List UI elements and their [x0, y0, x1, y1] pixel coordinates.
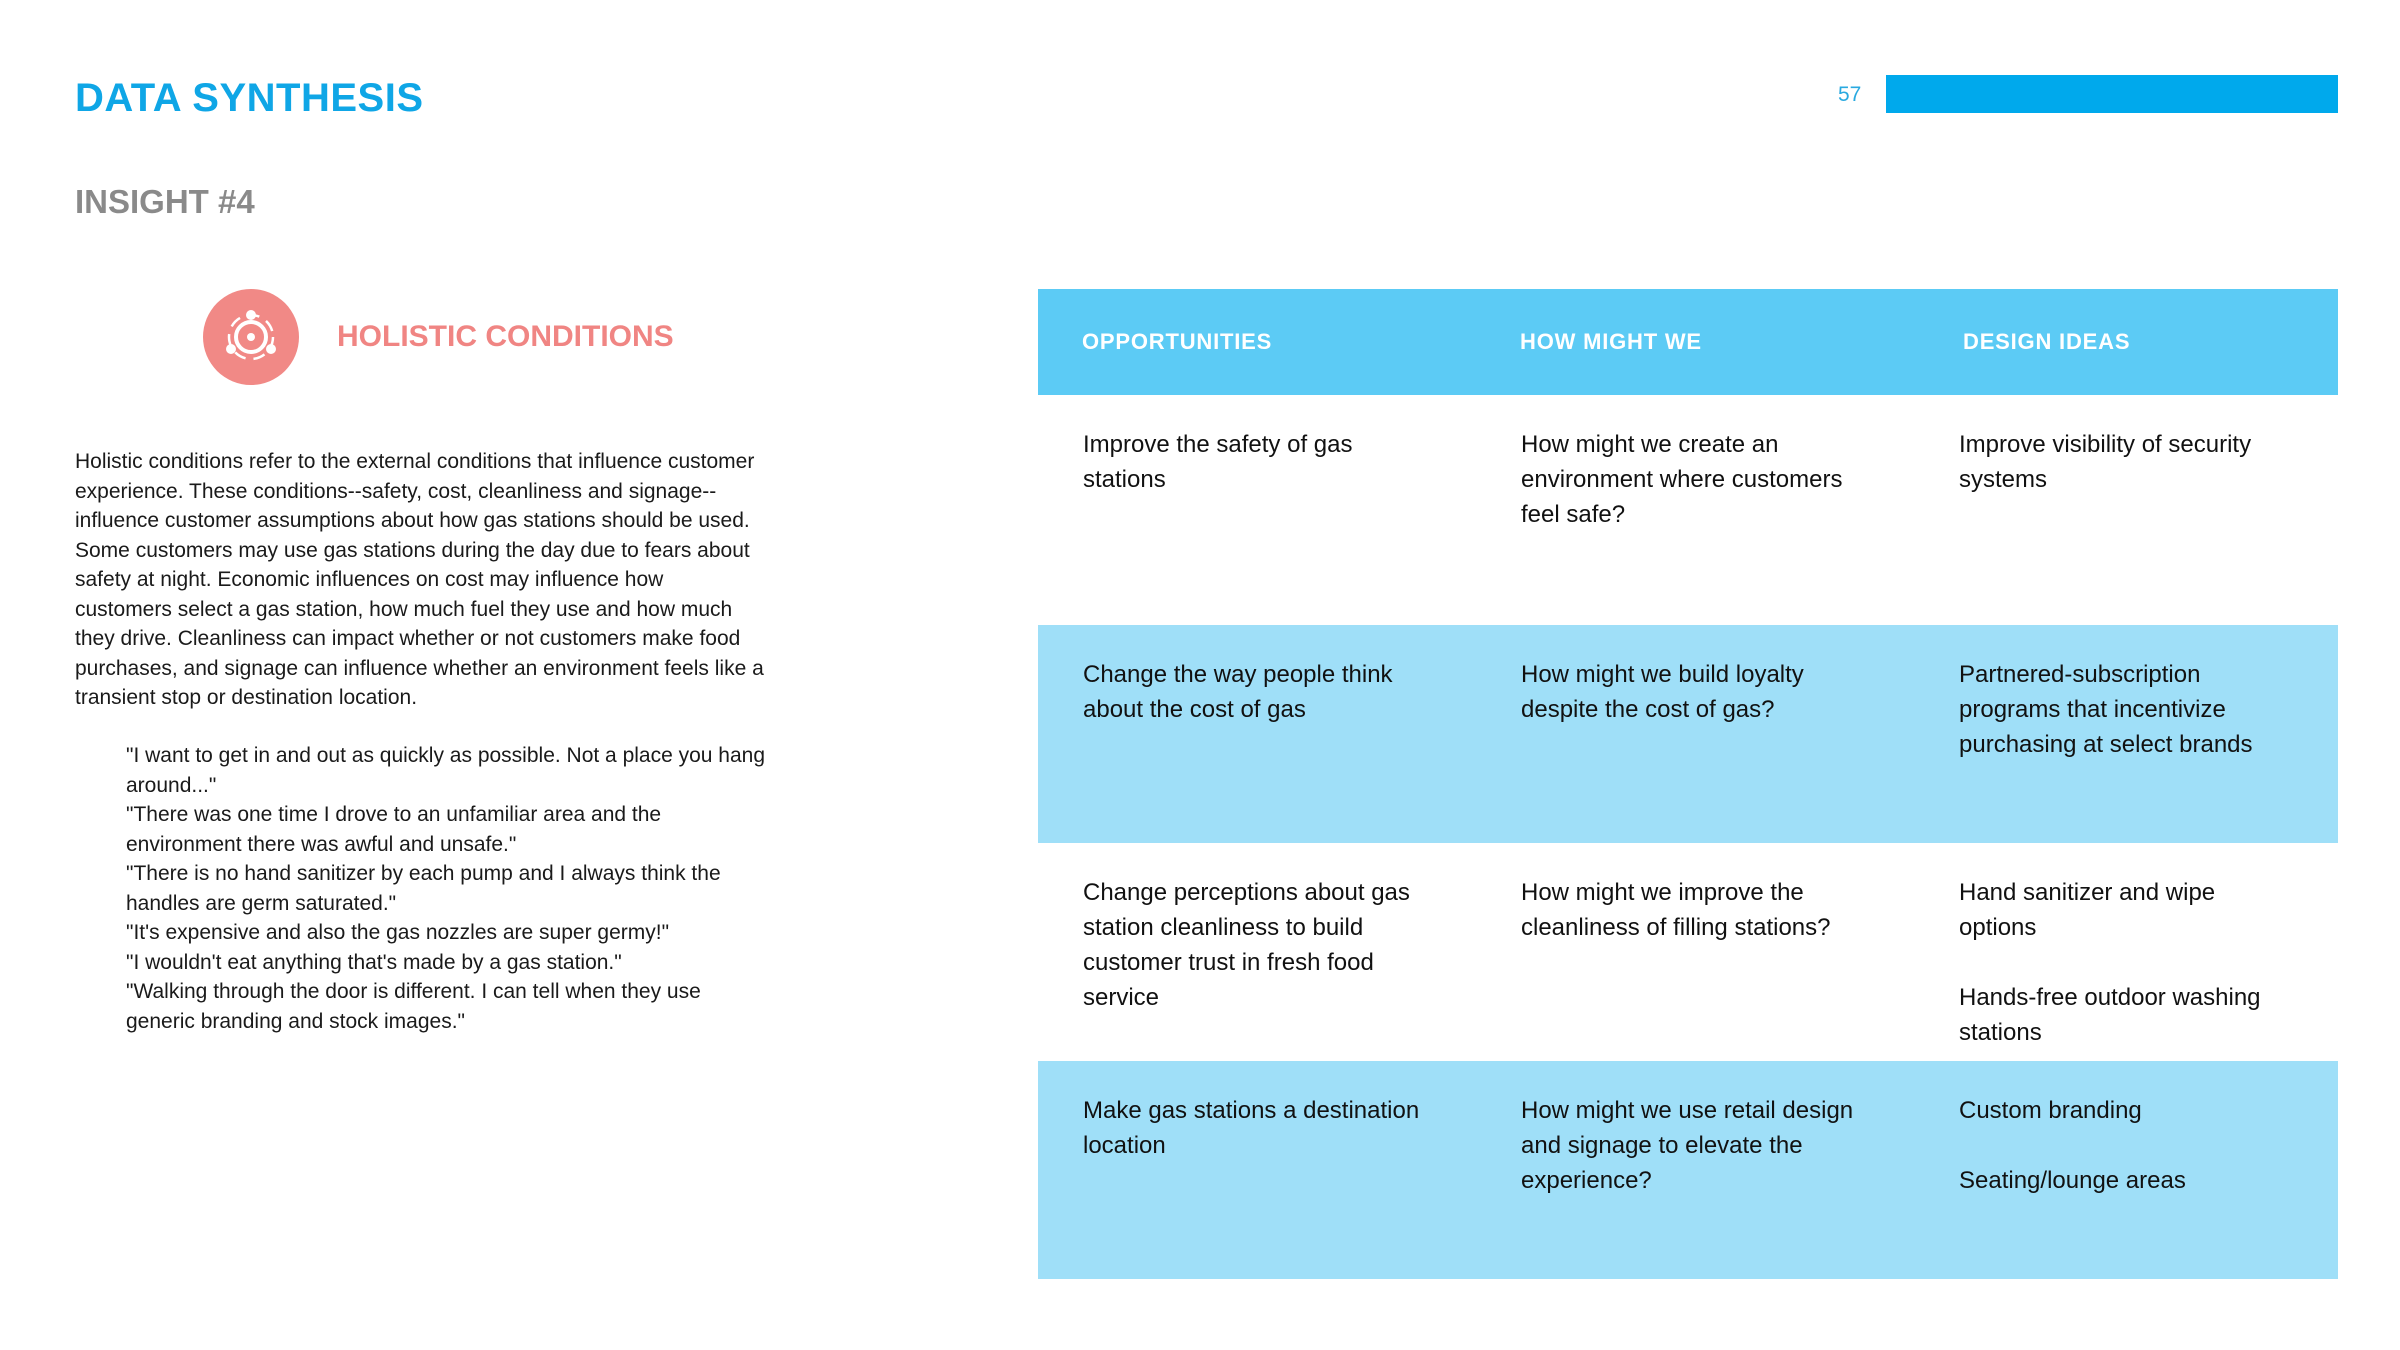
- header-opportunities: OPPORTUNITIES: [1082, 329, 1273, 354]
- design-idea: Partnered-subscription programs that incentivize purchasing at select brands: [1959, 661, 2253, 758]
- quote: "There was one time I drove to an unfamiliar area and the environment there was awful and unsafe.": [126, 803, 662, 856]
- page-title: DATA SYNTHESIS: [75, 76, 424, 120]
- quote: "I wouldn't eat anything that's made by a gas station.": [126, 950, 622, 974]
- design-ideas-cell: [1959, 657, 2299, 762]
- how-might-we-cell: How might we improve the cleanliness of filling stations?: [1521, 879, 1831, 941]
- opportunity-cell: Improve the safety of gas stations: [1083, 431, 1353, 493]
- network-icon: [203, 289, 299, 385]
- design-ideas-cell: [1959, 427, 2299, 497]
- description-text: Holistic conditions refer to the external conditions that influence customer experience. These conditions--safety, cost, cleanliness and signage--influence customer assumptions about how gas stations should be used. Some customers may use gas stations during the day due to fears about safety at night. Economic influences on cost may influence how customers select a gas station, how much fuel they use and how much they drive. Cleanliness can impact whether or not customers make food purchases, and signage can influence whether an environment feels like a transient stop or destination location.: [75, 450, 764, 709]
- table-row: [1038, 395, 2338, 625]
- opportunity-cell: Make gas stations a destination location: [1083, 1097, 1420, 1159]
- opportunity-cell: Change perceptions about gas station cleanliness to build customer trust in fresh food service: [1083, 879, 1410, 1011]
- table-row: [1038, 625, 2338, 843]
- table-header: [1038, 289, 2338, 395]
- design-ideas-cell: [1959, 1093, 2299, 1198]
- design-idea: Seating/lounge areas: [1959, 1167, 2186, 1194]
- design-ideas-cell: [1959, 875, 2299, 1050]
- quote: "There is no hand sanitizer by each pump and I always think the handles are germ saturated.": [126, 862, 721, 915]
- table-row: [1038, 1061, 2338, 1279]
- header-design-ideas: DESIGN IDEAS: [1963, 329, 2131, 354]
- header-how-might-we: HOW MIGHT WE: [1520, 329, 1702, 354]
- design-idea: Hands-free outdoor washing stations: [1959, 984, 2261, 1046]
- design-idea: Custom branding: [1959, 1097, 2142, 1124]
- design-idea: Hand sanitizer and wipe options: [1959, 879, 2216, 941]
- category-title: HOLISTIC CONDITIONS: [337, 320, 674, 353]
- synthesis-table: [1038, 289, 2338, 1279]
- table-row: [1038, 843, 2338, 1061]
- how-might-we-cell: How might we build loyalty despite the cost of gas?: [1521, 661, 1804, 723]
- quote: "I want to get in and out as quickly as possible. Not a place you hang around...": [126, 744, 766, 797]
- insight-label: INSIGHT #4: [75, 183, 255, 220]
- quotes-list: [126, 741, 766, 1036]
- quote: "Walking through the door is different. I can tell when they use generic branding and stock images.": [126, 980, 701, 1033]
- accent-bar: [1886, 75, 2338, 113]
- quote: "It's expensive and also the gas nozzles are super germy!": [126, 921, 670, 944]
- design-idea: Improve visibility of security systems: [1959, 431, 2252, 493]
- page-number: 57: [1838, 83, 1862, 106]
- opportunity-cell: Change the way people think about the cost of gas: [1083, 661, 1393, 723]
- how-might-we-cell: How might we use retail design and signage to elevate the experience?: [1521, 1097, 1854, 1194]
- how-might-we-cell: How might we create an environment where customers feel safe?: [1521, 431, 1843, 528]
